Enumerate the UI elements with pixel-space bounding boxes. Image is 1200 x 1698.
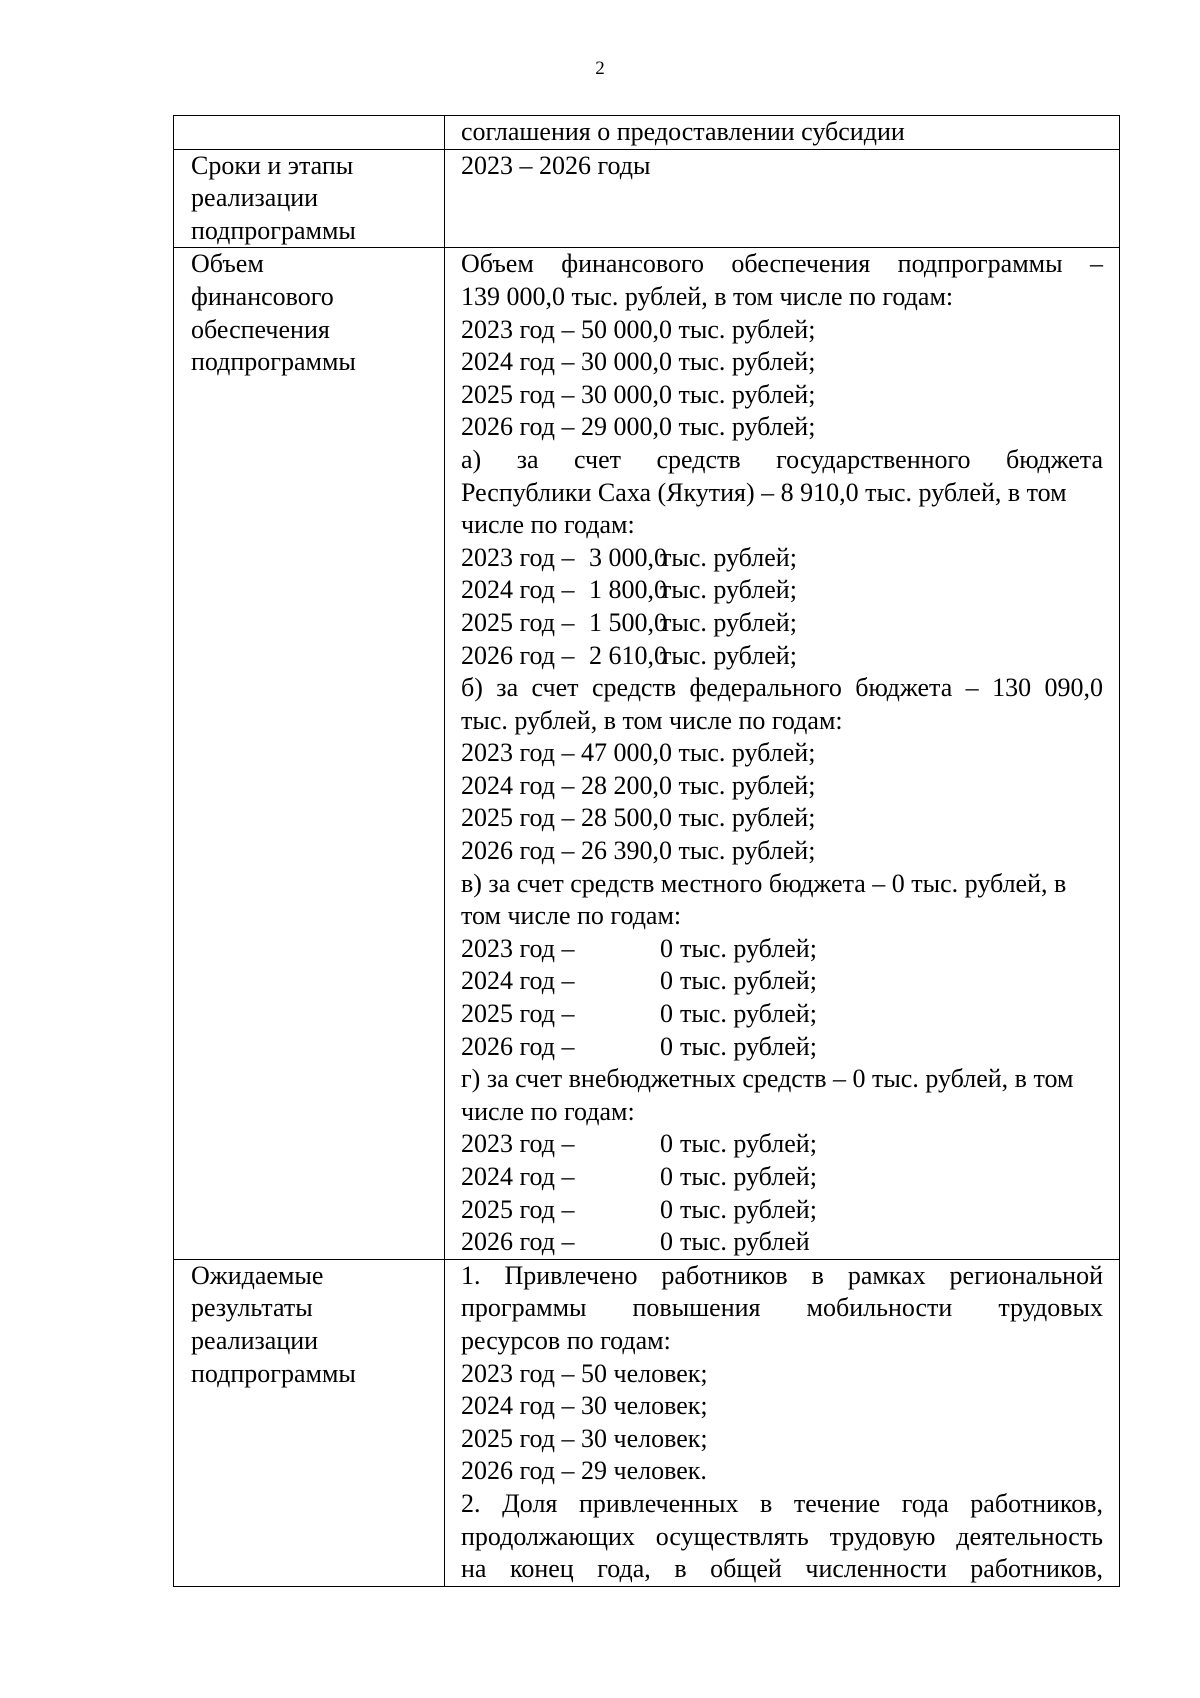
value-line: тыс. рублей, в том числе по годам: — [461, 705, 843, 735]
row-label-cell — [174, 1259, 445, 1586]
table-row — [174, 248, 1120, 1259]
row-label-cell — [174, 248, 445, 1259]
value-line: г) за счет внебюджетных средств – 0 тыс. рублей, в том — [461, 1064, 1074, 1094]
row-value-cell — [445, 149, 1120, 248]
value-line: 1. Привлечено работников в рамках региональной — [461, 1260, 1103, 1290]
label-line: реализации — [191, 183, 319, 213]
amount-unit: тыс. рублей; — [680, 1129, 817, 1159]
value-line: 2025 год – 30 человек; — [461, 1423, 708, 1453]
value-line: 2023 – 2026 годы — [461, 150, 651, 180]
year-amount-line — [461, 542, 1103, 575]
year-label: 2026 год – — [461, 640, 575, 670]
value-line: на конец года, в общей численности работников, — [461, 1554, 1103, 1584]
year-label: 2025 год – — [461, 1194, 575, 1224]
label-line: подпрограммы — [191, 1358, 356, 1388]
value-line: продолжающих осуществлять трудовую деятельность — [461, 1521, 1103, 1551]
amount-value: 3 000,0 — [589, 542, 667, 572]
amount-unit: тыс. рублей; — [680, 966, 817, 996]
year-amount-line — [461, 1031, 1103, 1064]
value-line: 2025 год – 30 000,0 тыс. рублей; — [461, 379, 816, 409]
value-line: в) за счет средств местного бюджета – 0 тыс. рублей, в — [461, 868, 1067, 898]
year-label: 2025 год – — [461, 607, 575, 637]
value-line: б) за счет средств федерального бюджета – 130 090,0 — [461, 673, 1103, 703]
value-line: 2023 год – 50 человек; — [461, 1358, 708, 1388]
value-line: 2. Доля привлеченных в течение года работников, — [461, 1488, 1103, 1518]
page-number: 2 — [595, 58, 605, 79]
amount-unit: тыс. рублей; — [680, 1194, 817, 1224]
amount-unit: тыс. рублей; — [680, 1031, 817, 1061]
amount-value: 2 610,0 — [589, 640, 667, 670]
value-line: 2024 год – 28 200,0 тыс. рублей; — [461, 770, 816, 800]
row-label-cell — [174, 116, 445, 150]
value-line: 2025 год – 28 500,0 тыс. рублей; — [461, 803, 816, 833]
value-line: Объем финансового обеспечения подпрограммы – — [461, 249, 1103, 279]
table-row — [174, 1259, 1120, 1586]
year-label: 2023 год – — [461, 933, 575, 963]
label-line: Ожидаемые — [191, 1260, 324, 1290]
label-line: Сроки и этапы — [191, 150, 354, 180]
value-line: 2026 год – 29 000,0 тыс. рублей; — [461, 412, 816, 442]
table-row — [174, 116, 1120, 150]
year-label: 2023 год – — [461, 542, 575, 572]
value-line: ресурсов по годам: — [461, 1325, 671, 1355]
value-line: а) за счет средств государственного бюджета — [461, 444, 1103, 474]
year-amount-line — [461, 1128, 1103, 1161]
year-amount-line — [461, 640, 1103, 673]
year-label: 2026 год – — [461, 1227, 575, 1257]
year-label: 2026 год – — [461, 1031, 575, 1061]
amount-value: 0 — [660, 999, 673, 1029]
value-line: 2023 год – 50 000,0 тыс. рублей; — [461, 314, 816, 344]
row-value-cell — [445, 1259, 1120, 1586]
amount-value: 1 800,0 — [589, 575, 667, 605]
table-body — [174, 116, 1120, 1587]
amount-value: 0 — [660, 966, 673, 996]
year-amount-line — [461, 965, 1103, 998]
year-amount-line — [461, 933, 1103, 966]
amount-unit: тыс. рублей; — [660, 607, 797, 637]
label-line: результаты — [191, 1293, 313, 1323]
year-label: 2024 год – — [461, 575, 575, 605]
value-line: 2026 год – 26 390,0 тыс. рублей; — [461, 836, 816, 866]
value-line: 2024 год – 30 000,0 тыс. рублей; — [461, 347, 816, 377]
amount-value: 0 — [660, 1227, 673, 1257]
row-value-cell — [445, 248, 1120, 1259]
label-line: Объем — [191, 249, 264, 279]
passport-table — [173, 115, 1120, 1587]
year-amount-line — [461, 607, 1103, 640]
amount-unit: тыс. рублей; — [680, 933, 817, 963]
amount-unit: тыс. рублей; — [660, 542, 797, 572]
value-line: числе по годам: — [461, 1096, 635, 1126]
amount-unit: тыс. рублей — [680, 1227, 810, 1257]
amount-value: 0 — [660, 1031, 673, 1061]
value-line: 139 000,0 тыс. рублей, в том числе по годам: — [461, 281, 954, 311]
amount-unit: тыс. рублей; — [660, 575, 797, 605]
value-line: соглашения о предоставлении субсидии — [461, 117, 905, 146]
amount-value: 0 — [660, 1162, 673, 1191]
year-label: 2024 год – — [461, 1162, 575, 1191]
label-line: реализации — [191, 1325, 319, 1355]
amount-value: 0 — [660, 933, 673, 963]
year-amount-line — [461, 1226, 1103, 1259]
table-row — [174, 149, 1120, 248]
year-amount-line — [461, 1194, 1103, 1227]
row-label-cell — [174, 149, 445, 248]
label-line: подпрограммы — [191, 215, 356, 245]
value-line: том числе по годам: — [461, 901, 682, 931]
label-line: финансового — [191, 281, 334, 311]
value-line: Республики Саха (Якутия) – 8 910,0 тыс. рублей, в том — [461, 477, 1067, 507]
value-line: 2024 год – 30 человек; — [461, 1391, 708, 1421]
year-label: 2023 год – — [461, 1129, 575, 1159]
value-line: 2026 год – 29 человек. — [461, 1456, 707, 1486]
year-amount-line — [461, 1161, 1103, 1194]
amount-unit: тыс. рублей; — [660, 640, 797, 670]
value-line: числе по годам: — [461, 510, 635, 540]
amount-unit: тыс. рублей; — [680, 1162, 817, 1191]
amount-value: 0 — [660, 1129, 673, 1159]
row-value-cell — [445, 116, 1120, 150]
label-line: подпрограммы — [191, 347, 356, 377]
year-label: 2025 год – — [461, 999, 575, 1029]
year-label: 2024 год – — [461, 966, 575, 996]
year-amount-line — [461, 998, 1103, 1031]
value-line: 2023 год – 47 000,0 тыс. рублей; — [461, 738, 816, 768]
year-amount-line — [461, 574, 1103, 607]
value-line: программы повышения мобильности трудовых — [461, 1293, 1103, 1323]
amount-unit: тыс. рублей; — [680, 999, 817, 1029]
label-line: обеспечения — [191, 314, 330, 344]
amount-value: 1 500,0 — [589, 607, 667, 637]
amount-value: 0 — [660, 1194, 673, 1224]
